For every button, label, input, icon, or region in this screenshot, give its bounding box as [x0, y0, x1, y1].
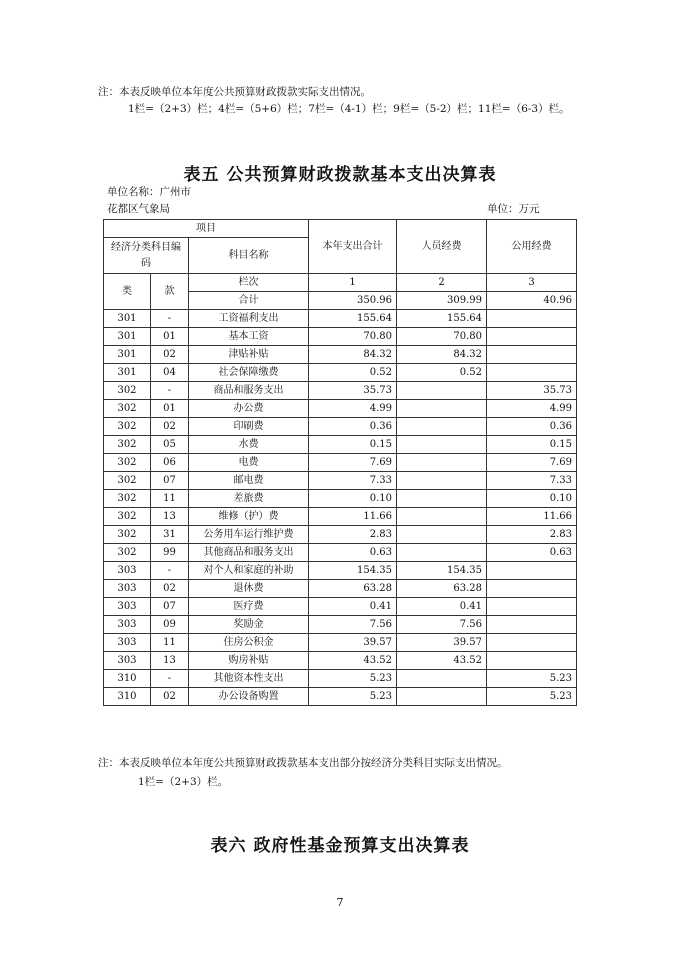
row-lei: 302	[104, 490, 151, 508]
header-col2: 2	[397, 274, 487, 292]
row-total: 43.52	[309, 652, 397, 670]
total-public: 40.96	[487, 292, 577, 310]
row-public	[487, 580, 577, 598]
row-total: 7.33	[309, 472, 397, 490]
row-lei: 301	[104, 328, 151, 346]
row-name: 住房公积金	[189, 634, 309, 652]
row-total: 0.15	[309, 436, 397, 454]
header-kuan: 款	[151, 274, 189, 310]
row-kuan: 13	[151, 652, 189, 670]
row-total: 155.64	[309, 310, 397, 328]
header-lanci: 栏次	[189, 274, 309, 292]
row-lei: 310	[104, 688, 151, 706]
row-personnel	[397, 490, 487, 508]
row-kuan: -	[151, 382, 189, 400]
table-row	[104, 418, 577, 436]
row-lei: 302	[104, 382, 151, 400]
table-row	[104, 580, 577, 598]
row-public: 35.73	[487, 382, 577, 400]
header-row-project	[104, 220, 577, 238]
row-name: 公务用车运行维护费	[189, 526, 309, 544]
table6-title: 表六 政府性基金预算支出决算表	[210, 836, 470, 856]
row-personnel: 7.56	[397, 616, 487, 634]
row-personnel: 43.52	[397, 652, 487, 670]
header-lei: 类	[104, 274, 151, 310]
row-public	[487, 562, 577, 580]
table-row	[104, 436, 577, 454]
row-personnel: 0.41	[397, 598, 487, 616]
row-public: 4.99	[487, 400, 577, 418]
row-public: 2.83	[487, 526, 577, 544]
row-total: 5.23	[309, 688, 397, 706]
row-name: 奖励金	[189, 616, 309, 634]
table-row	[104, 544, 577, 562]
header-public: 公用经费	[487, 220, 577, 274]
note-bottom-line1: 注：本表反映单位本年度公共预算财政拨款基本支出部分按经济分类科目实际支出情况。	[98, 757, 508, 769]
row-total: 84.32	[309, 346, 397, 364]
row-name: 维修（护）费	[189, 508, 309, 526]
table-body	[104, 310, 577, 706]
table-row	[104, 508, 577, 526]
table-row	[104, 328, 577, 346]
row-name: 办公设备购置	[189, 688, 309, 706]
header-personnel: 人员经费	[397, 220, 487, 274]
row-personnel	[397, 670, 487, 688]
row-lei: 303	[104, 634, 151, 652]
row-personnel: 0.52	[397, 364, 487, 382]
table-row	[104, 364, 577, 382]
table-row	[104, 346, 577, 364]
row-name: 退休费	[189, 580, 309, 598]
row-personnel: 39.57	[397, 634, 487, 652]
row-lei: 302	[104, 436, 151, 454]
row-personnel	[397, 688, 487, 706]
table-row	[104, 490, 577, 508]
row-name: 购房补贴	[189, 652, 309, 670]
row-kuan: 02	[151, 688, 189, 706]
row-lei: 302	[104, 526, 151, 544]
row-kuan: 05	[151, 436, 189, 454]
row-lei: 310	[104, 670, 151, 688]
row-kuan: 09	[151, 616, 189, 634]
header-row-lanci	[104, 274, 577, 292]
header-col1: 1	[309, 274, 397, 292]
row-public	[487, 652, 577, 670]
table-row	[104, 652, 577, 670]
row-lei: 302	[104, 508, 151, 526]
row-personnel	[397, 526, 487, 544]
row-kuan: 11	[151, 634, 189, 652]
row-kuan: 11	[151, 490, 189, 508]
row-lei: 303	[104, 598, 151, 616]
row-lei: 303	[104, 652, 151, 670]
table-row	[104, 616, 577, 634]
header-total: 本年支出合计	[309, 220, 397, 274]
row-name: 电费	[189, 454, 309, 472]
total-total: 350.96	[309, 292, 397, 310]
note-bottom-line2: 1栏=（2+3）栏。	[138, 776, 229, 788]
row-total: 0.63	[309, 544, 397, 562]
row-kuan: 01	[151, 400, 189, 418]
row-total: 63.28	[309, 580, 397, 598]
note-top-line1: 注：本表反映单位本年度公共预算财政拨款实际支出情况。	[98, 86, 371, 98]
table-row	[104, 400, 577, 418]
row-public: 11.66	[487, 508, 577, 526]
total-personnel: 309.99	[397, 292, 487, 310]
row-public: 0.15	[487, 436, 577, 454]
row-personnel: 84.32	[397, 346, 487, 364]
row-kuan: 02	[151, 418, 189, 436]
header-econ-code: 经济分类科目编码	[104, 238, 189, 274]
row-public: 5.23	[487, 688, 577, 706]
table-row	[104, 382, 577, 400]
row-public: 5.23	[487, 670, 577, 688]
row-total: 70.80	[309, 328, 397, 346]
row-kuan: 07	[151, 472, 189, 490]
table-row	[104, 310, 577, 328]
row-total: 0.36	[309, 418, 397, 436]
row-name: 基本工资	[189, 328, 309, 346]
row-kuan: -	[151, 310, 189, 328]
row-total: 0.41	[309, 598, 397, 616]
row-name: 津贴补贴	[189, 346, 309, 364]
table-row	[104, 598, 577, 616]
unit-currency: 单位：万元	[487, 203, 540, 215]
row-name: 其他商品和服务支出	[189, 544, 309, 562]
row-name: 邮电费	[189, 472, 309, 490]
row-public	[487, 598, 577, 616]
row-personnel	[397, 544, 487, 562]
row-lei: 303	[104, 562, 151, 580]
row-name: 印刷费	[189, 418, 309, 436]
row-kuan: 04	[151, 364, 189, 382]
row-kuan: 99	[151, 544, 189, 562]
row-lei: 302	[104, 418, 151, 436]
row-name: 工资福利支出	[189, 310, 309, 328]
total-label: 合计	[189, 292, 309, 310]
expenditure-table	[103, 219, 577, 706]
row-kuan: 06	[151, 454, 189, 472]
row-public: 0.36	[487, 418, 577, 436]
table5-title: 表五 公共预算财政拨款基本支出决算表	[183, 165, 497, 185]
row-kuan: -	[151, 670, 189, 688]
table-row	[104, 688, 577, 706]
row-total: 39.57	[309, 634, 397, 652]
row-public: 7.33	[487, 472, 577, 490]
row-lei: 302	[104, 400, 151, 418]
header-col3: 3	[487, 274, 577, 292]
row-lei: 303	[104, 616, 151, 634]
row-total: 35.73	[309, 382, 397, 400]
row-total: 11.66	[309, 508, 397, 526]
row-kuan: 13	[151, 508, 189, 526]
row-public	[487, 310, 577, 328]
table-row	[104, 562, 577, 580]
row-lei: 301	[104, 310, 151, 328]
row-personnel	[397, 472, 487, 490]
table-row	[104, 526, 577, 544]
row-personnel	[397, 418, 487, 436]
row-name: 办公费	[189, 400, 309, 418]
row-total: 0.52	[309, 364, 397, 382]
row-total: 154.35	[309, 562, 397, 580]
row-name: 医疗费	[189, 598, 309, 616]
row-personnel: 63.28	[397, 580, 487, 598]
row-public	[487, 328, 577, 346]
row-total: 0.10	[309, 490, 397, 508]
row-lei: 301	[104, 364, 151, 382]
table-row	[104, 454, 577, 472]
row-personnel	[397, 436, 487, 454]
row-kuan: 01	[151, 328, 189, 346]
row-total: 5.23	[309, 670, 397, 688]
unit-dept: 花都区气象局	[107, 203, 170, 215]
row-personnel	[397, 400, 487, 418]
unit-name: 单位名称：广州市	[107, 186, 191, 198]
row-name: 水费	[189, 436, 309, 454]
row-kuan: 02	[151, 346, 189, 364]
row-name: 商品和服务支出	[189, 382, 309, 400]
row-total: 7.56	[309, 616, 397, 634]
row-personnel: 155.64	[397, 310, 487, 328]
row-name: 对个人和家庭的补助	[189, 562, 309, 580]
row-public: 0.63	[487, 544, 577, 562]
table-row	[104, 472, 577, 490]
row-kuan: -	[151, 562, 189, 580]
row-kuan: 31	[151, 526, 189, 544]
row-lei: 302	[104, 472, 151, 490]
header-subject-name: 科目名称	[189, 238, 309, 274]
row-personnel: 70.80	[397, 328, 487, 346]
row-personnel	[397, 454, 487, 472]
row-lei: 301	[104, 346, 151, 364]
row-total: 4.99	[309, 400, 397, 418]
header-project: 项目	[104, 220, 309, 238]
row-lei: 302	[104, 544, 151, 562]
row-personnel	[397, 382, 487, 400]
row-total: 2.83	[309, 526, 397, 544]
row-personnel	[397, 508, 487, 526]
row-name: 社会保障缴费	[189, 364, 309, 382]
row-public	[487, 364, 577, 382]
row-public	[487, 346, 577, 364]
note-top-line2: 1栏=（2+3）栏；4栏=（5+6）栏；7栏=（4-1）栏；9栏=（5-2）栏；11栏=（6-3）栏。	[128, 103, 570, 115]
row-total: 7.69	[309, 454, 397, 472]
row-kuan: 02	[151, 580, 189, 598]
row-lei: 302	[104, 454, 151, 472]
page-number: 7	[336, 896, 344, 909]
row-public	[487, 616, 577, 634]
row-personnel: 154.35	[397, 562, 487, 580]
row-public: 0.10	[487, 490, 577, 508]
row-name: 差旅费	[189, 490, 309, 508]
row-kuan: 07	[151, 598, 189, 616]
table-row	[104, 670, 577, 688]
row-lei: 303	[104, 580, 151, 598]
row-public: 7.69	[487, 454, 577, 472]
row-public	[487, 634, 577, 652]
row-name: 其他资本性支出	[189, 670, 309, 688]
table-row	[104, 634, 577, 652]
